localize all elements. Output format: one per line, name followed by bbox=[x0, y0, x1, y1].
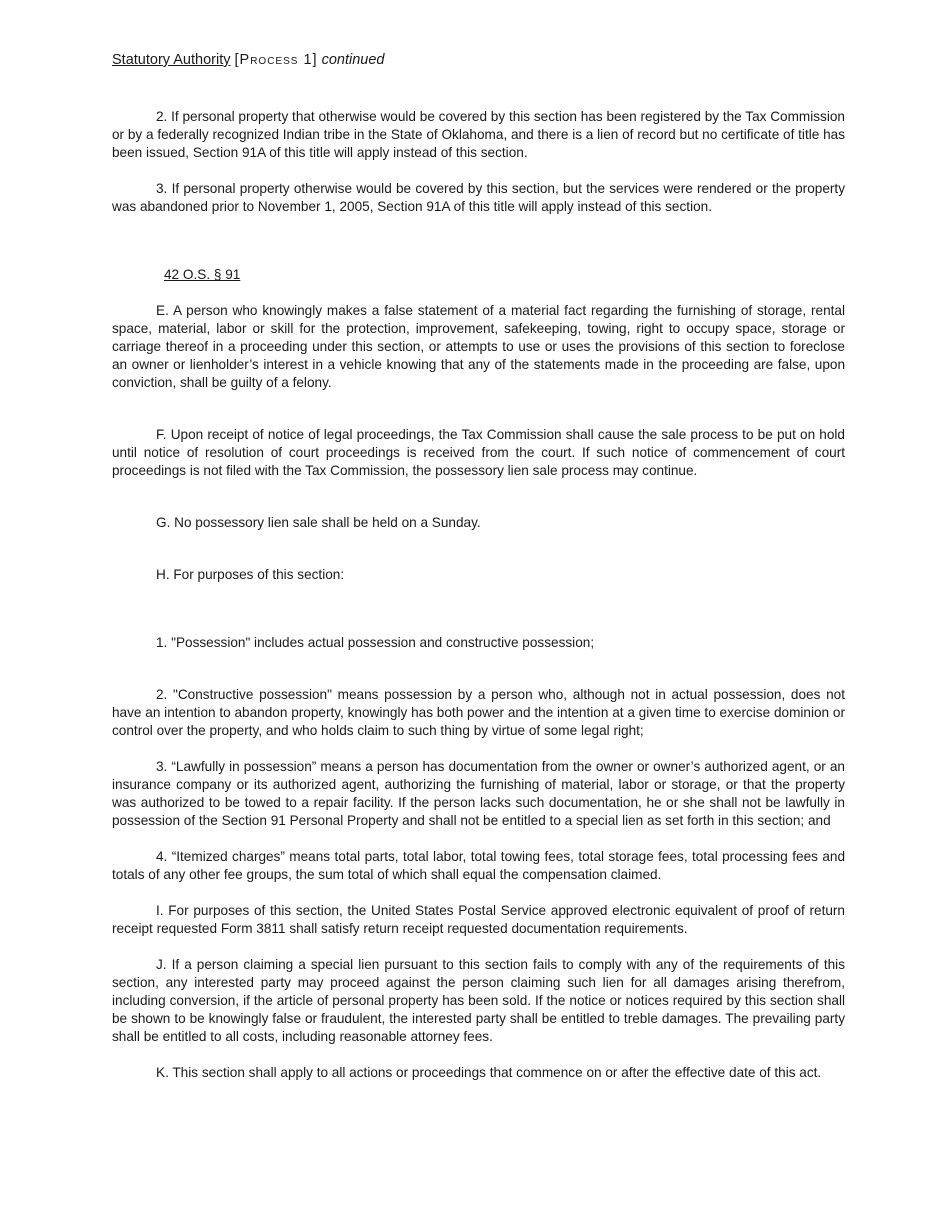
section-g: G. No possessory lien sale shall be held on a Sunday. bbox=[156, 515, 481, 530]
section-i: I. For purposes of this section, the United States Postal Service approved electronic equivalent of proof of return receipt requested Form 3811 shall satisfy return receipt requested documentation requirements. bbox=[112, 903, 845, 936]
paragraph-3: 3. If personal property otherwise would be covered by this section, but the services were rendered or the property was abandoned prior to November 1, 2005, Section 91A of this title will apply instead of this section. bbox=[112, 181, 845, 214]
header-title: Statutory Authority bbox=[112, 52, 231, 68]
section-k: K. This section shall apply to all actions or proceedings that commence on or after the effective date of this act. bbox=[156, 1065, 822, 1080]
section-j: J. If a person claiming a special lien pursuant to this section fails to comply with any of the requirements of this section, any interested party may proceed against the person claiming such lien for all damages arising therefrom, including conversion, if the article of personal property has been sold. If the notice or notices required by this section shall be shown to be knowingly false or fraudulent, the interested party shall be entitled to treble damages. The prevailing party shall be entitled to all costs, including reasonable attorney fees. bbox=[112, 957, 845, 1044]
section-f: F. Upon receipt of notice of legal proceedings, the Tax Commission shall cause the sale process to be put on hold until notice of resolution of court proceedings is received from the court. If such notice of commencement of court proceedings is not filed with the Tax Commission, the possessory lien sale process may continue. bbox=[112, 427, 845, 478]
section-e: E. A person who knowingly makes a false statement of a material fact regarding the furnishing of storage, rental space, material, labor or skill for the protection, improvement, safekeeping, towing, right to occupy space, storage or carriage thereof in a proceeding under this section, or attempts to use or uses the provisions of this section to foreclose an owner or lienholder’s interest in a vehicle knowing that any of the statements made in the proceeding are false, upon conviction, shall be guilty of a felony. bbox=[112, 303, 845, 390]
section-h-2: 2. "Constructive possession" means possession by a person who, although not in actual possession, does not have an intention to abandon property, knowingly has both power and the intention at a given time to exercise dominion or control over the property, and who holds claim to such thing by virtue of some legal right; bbox=[112, 687, 845, 738]
page-header bbox=[112, 50, 845, 70]
header-continued: continued bbox=[321, 52, 385, 68]
section-h-1: 1. "Possession" includes actual possession and constructive possession; bbox=[156, 635, 595, 650]
paragraph-2: 2. If personal property that otherwise would be covered by this section has been registered by the Tax Commission or by a federally recognized Indian tribe in the State of Oklahoma, and there is a lien of record but no certificate of title has been issued, Section 91A of this title will apply instead of this section. bbox=[112, 109, 845, 160]
document-page bbox=[112, 50, 845, 1082]
statute-citation: 42 O.S. § 91 bbox=[164, 267, 241, 282]
header-process: [Process 1] bbox=[234, 52, 318, 68]
section-h-4: 4. “Itemized charges” means total parts, total labor, total towing fees, total storage fees, total processing fees and totals of any other fee groups, the sum total of which shall equal the compensation claimed. bbox=[112, 849, 845, 882]
section-h: H. For purposes of this section: bbox=[156, 567, 345, 582]
section-h-3: 3. “Lawfully in possession” means a person has documentation from the owner or owner’s authorized agent, or an insurance company or its authorized agent, authorizing the furnishing of material, labor or storage, or that the property was authorized to be towed to a repair facility. If the person lacks such documentation, he or she shall not be lawfully in possession of the Section 91 Personal Property and shall not be entitled to a special lien as set forth in this section; and bbox=[112, 759, 845, 828]
